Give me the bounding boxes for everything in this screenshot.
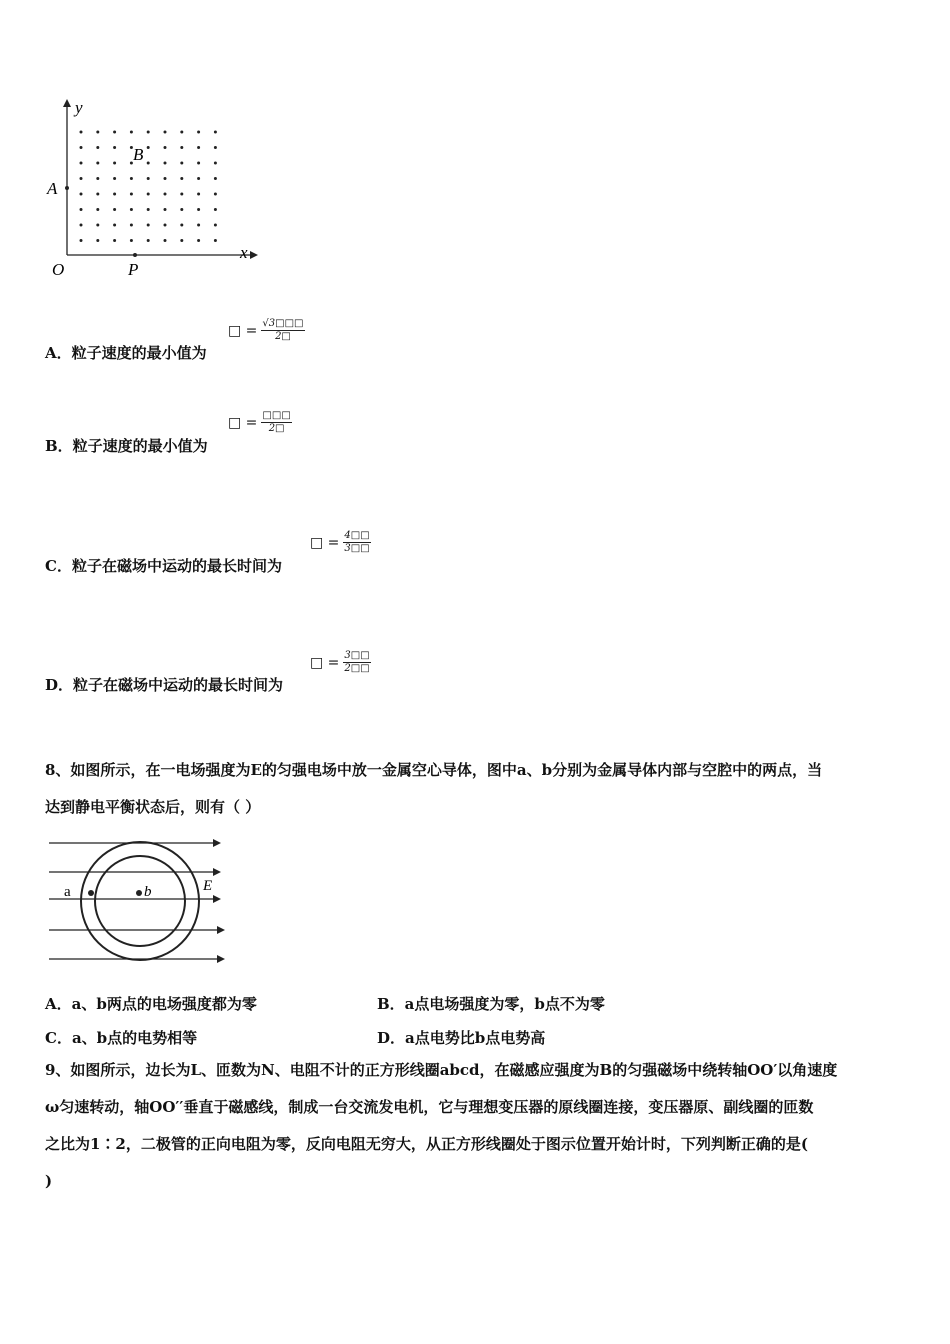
q9-line2: ω匀速转动，轴OO′′垂直于磁感线，制成一台交流发电机，它与理想变压器的原线圈连接，变压器原、副线圈的匝数: [45, 1098, 814, 1116]
q9-question: [45, 1052, 920, 1200]
field-dot: [80, 146, 83, 149]
field-dot: [164, 208, 167, 211]
formula-lhs: □ =: [310, 654, 340, 671]
q7-option-a: A．粒子速度的最小值为: [45, 344, 207, 362]
q8-question: [45, 752, 915, 826]
formula-numerator: □□□: [262, 410, 291, 421]
field-dot: [113, 146, 116, 149]
formula-denominator: 2□: [275, 331, 291, 342]
field-dot: [96, 224, 99, 227]
field-dot: [214, 177, 217, 180]
field-dot: [197, 131, 200, 134]
q7-option-b-formula: [228, 410, 292, 435]
field-dot: [147, 131, 150, 134]
field-dot: [180, 162, 183, 165]
field-dot: [214, 146, 217, 149]
point-b-label: B: [133, 145, 144, 164]
point-a-label: A: [47, 179, 58, 198]
field-dot: [96, 162, 99, 165]
field-dot: [113, 193, 116, 196]
magnetic-field-figure: [40, 95, 270, 285]
point-p-label: P: [128, 260, 139, 279]
field-dot: [80, 131, 83, 134]
field-dot: [197, 239, 200, 242]
field-dot: [180, 146, 183, 149]
field-dot: [113, 177, 116, 180]
field-dot: [214, 131, 217, 134]
q7-option-d-formula: [310, 650, 371, 675]
x-axis-arrow: [250, 251, 258, 259]
field-dot: [130, 193, 133, 196]
field-dot: [96, 193, 99, 196]
formula-numerator: 3□□: [344, 650, 370, 661]
field-dot: [130, 224, 133, 227]
formula-denominator: 2□: [268, 423, 285, 434]
field-arrows: [213, 839, 225, 963]
field-dot: [147, 208, 150, 211]
field-dot: [180, 193, 183, 196]
origin-label: O: [52, 260, 65, 279]
y-axis-label: y: [75, 98, 83, 117]
q8-option-c: C．a、b点的电势相等: [45, 1029, 198, 1047]
field-dot: [180, 239, 183, 242]
field-dot: [113, 224, 116, 227]
label-b: b: [144, 884, 152, 900]
outer-sphere: [81, 842, 199, 960]
field-dot: [197, 162, 200, 165]
field-dot: [197, 208, 200, 211]
field-dot: [130, 177, 133, 180]
q8-line1: 8、如图所示，在一电场强度为E的匀强电场中放一金属空心导体，图中a、b分别为金属导体内部与空腔中的两点，当: [45, 761, 823, 779]
field-dot: [113, 208, 116, 211]
hollow-conductor-figure: [45, 832, 230, 967]
field-dot: [113, 162, 116, 165]
q9-line3: 之比为1∶2，二极管的正向电阻为零，反向电阻无穷大，从正方形线圈处于图示位置开始计时，下列判断正确的是(: [45, 1135, 808, 1153]
y-axis-arrow: [63, 99, 71, 107]
q8-option-b: B．a点电场强度为零，b点不为零: [377, 995, 605, 1013]
field-dot: [96, 239, 99, 242]
field-dot: [197, 224, 200, 227]
field-dot: [96, 131, 99, 134]
q7-option-d: D．粒子在磁场中运动的最长时间为: [45, 676, 284, 694]
q7-option-a-formula: [228, 318, 305, 343]
field-dot: [164, 239, 167, 242]
q9-line1: 9、如图所示，边长为L、匝数为N、电阻不计的正方形线圈abcd，在磁感应强度为B的匀强磁场中绕转轴OO′以角速度: [45, 1061, 838, 1079]
field-dot: [180, 208, 183, 211]
field-dot: [80, 162, 83, 165]
field-dot: [147, 162, 150, 165]
field-dot: [197, 193, 200, 196]
field-dot: [164, 177, 167, 180]
point-a-dot: [65, 186, 69, 190]
q8-line2: 达到静电平衡状态后，则有（ ）: [45, 798, 261, 816]
field-dot: [180, 224, 183, 227]
point-b-dot: [136, 890, 142, 896]
field-dot: [80, 208, 83, 211]
formula-denominator: 2□□: [344, 663, 370, 674]
field-dot: [113, 239, 116, 242]
formula-denominator: 3□□: [344, 543, 370, 554]
q7-option-c-formula: [310, 530, 371, 555]
q7-option-c: C．粒子在磁场中运动的最长时间为: [45, 557, 282, 575]
field-dot: [180, 177, 183, 180]
field-dot: [197, 146, 200, 149]
field-dot: [214, 239, 217, 242]
field-dot: [147, 193, 150, 196]
inner-cavity: [95, 856, 185, 946]
label-e: E: [203, 878, 213, 894]
q7-option-b: B．粒子速度的最小值为: [45, 437, 208, 455]
field-dot: [164, 162, 167, 165]
point-p-dot: [133, 253, 137, 257]
field-lines: [49, 843, 221, 959]
field-dot: [80, 239, 83, 242]
field-dot: [214, 162, 217, 165]
label-a: a: [64, 884, 71, 900]
field-dot: [96, 177, 99, 180]
field-dot: [130, 131, 133, 134]
point-a-dot: [88, 890, 94, 896]
q8-option-a: A．a、b两点的电场强度都为零: [45, 995, 257, 1013]
x-axis-label: x: [240, 243, 248, 262]
field-dot: [164, 224, 167, 227]
formula-numerator: √3□□□: [262, 318, 304, 329]
field-dot: [214, 224, 217, 227]
field-dot: [147, 239, 150, 242]
field-dot: [164, 146, 167, 149]
field-dot: [147, 177, 150, 180]
formula-lhs: □ =: [228, 414, 258, 431]
q9-line4: ): [45, 1172, 53, 1190]
field-dot: [80, 224, 83, 227]
field-dot: [180, 131, 183, 134]
field-dot: [147, 224, 150, 227]
field-dot: [130, 239, 133, 242]
field-dot: [147, 146, 150, 149]
q8-option-d: D．a点电势比b点电势高: [377, 1029, 546, 1047]
field-dot: [197, 177, 200, 180]
formula-numerator: 4□□: [344, 530, 370, 541]
field-dots: [80, 131, 217, 243]
field-dot: [164, 193, 167, 196]
field-dot: [130, 208, 133, 211]
field-dot: [113, 131, 116, 134]
field-dot: [96, 146, 99, 149]
field-dot: [214, 208, 217, 211]
formula-lhs: □ =: [310, 534, 340, 551]
field-dot: [96, 208, 99, 211]
field-dot: [214, 193, 217, 196]
formula-lhs: □ =: [228, 322, 258, 339]
field-dot: [164, 131, 167, 134]
field-dot: [80, 193, 83, 196]
field-dot: [80, 177, 83, 180]
